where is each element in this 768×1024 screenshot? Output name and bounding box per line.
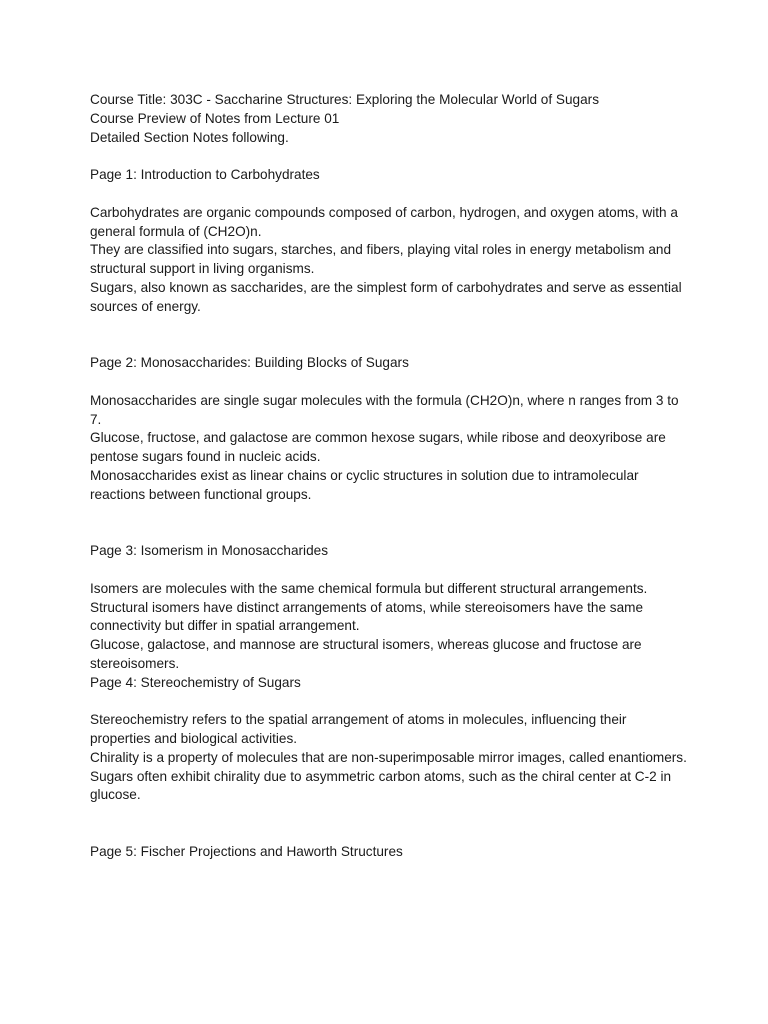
paragraph: Stereochemistry refers to the spatial arrangement of atoms in molecules, influencing their properties and biological activities. (90, 712, 627, 747)
paragraph: Structural isomers have distinct arrangements of atoms, while stereoisomers have the same connectivity but differ in spatial arrangement. (90, 599, 644, 634)
paragraph: They are classified into sugars, starches, and fibers, playing vital roles in energy metabolism and structural support in living organisms. (90, 242, 672, 277)
course-preview: Course Preview of Notes from Lecture 01 (90, 110, 340, 126)
section-notes-intro: Detailed Section Notes following. (90, 129, 289, 145)
section-heading: Page 5: Fischer Projections and Haworth Structures (90, 843, 403, 859)
paragraph: Chirality is a property of molecules that are non-superimposable mirror images, called enantiomers. (90, 749, 687, 765)
section-heading: Page 1: Introduction to Carbohydrates (90, 167, 320, 183)
paragraph: Isomers are molecules with the same chemical formula but different structural arrangements. (90, 580, 648, 596)
paragraph: Glucose, galactose, and mannose are structural isomers, whereas glucose and fructose are stereoisomers. (90, 637, 642, 671)
paragraph: Sugars, also known as saccharides, are the simplest form of carbohydrates and serve as essential sources of energy. (90, 279, 682, 314)
paragraph: Monosaccharides are single sugar molecules with the formula (CH2O)n, where n ranges from 3 to 7. (90, 392, 679, 427)
paragraph: Carbohydrates are organic compounds composed of carbon, hydrogen, and oxygen atoms, with a general formula of (CH2O)n. (90, 204, 678, 239)
paragraph: Monosaccharides exist as linear chains or cyclic structures in solution due to intramolecular reactions between functional groups. (90, 467, 639, 502)
document-body (90, 91, 690, 862)
section-heading: Page 2: Monosaccharides: Building Blocks of Sugars (90, 355, 409, 371)
section-heading: Page 4: Stereochemistry of Sugars (90, 674, 301, 690)
section-heading: Page 3: Isomerism in Monosaccharides (90, 543, 328, 559)
paragraph: Glucose, fructose, and galactose are common hexose sugars, while ribose and deoxyribose are pentose sugars found in nucleic acids. (90, 430, 666, 465)
course-title: Course Title: 303C - Saccharine Structures: Exploring the Molecular World of Sugars (90, 92, 599, 107)
paragraph: Sugars often exhibit chirality due to asymmetric carbon atoms, such as the chiral center at C-2 in glucose. (90, 768, 672, 803)
